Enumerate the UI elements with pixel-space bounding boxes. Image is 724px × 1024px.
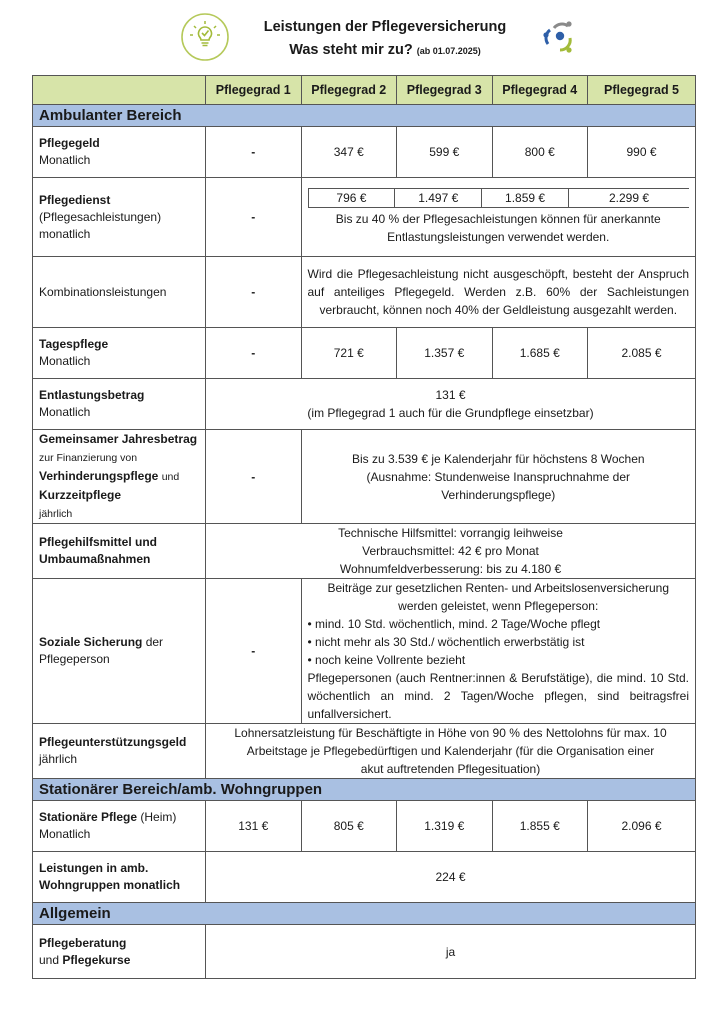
section-title: Ambulanter Bereich bbox=[33, 105, 696, 127]
cell-pg1: - bbox=[206, 328, 302, 379]
table-row-pflegegeld bbox=[33, 127, 696, 178]
cell-pg1: - bbox=[206, 127, 302, 178]
list-item: • mind. 10 Std. wöchentlich, mind. 2 Tage/Woche pflegt bbox=[307, 617, 601, 631]
list-item: • nicht mehr als 30 Std./ wöchentlich erwerbstätig ist bbox=[307, 635, 585, 649]
lightbulb-check-icon bbox=[180, 12, 230, 62]
table-row-pflegehilfsmittel bbox=[33, 524, 696, 579]
cell-pg3: 1.357 € bbox=[397, 328, 493, 379]
cell-pg5: 2.085 € bbox=[588, 328, 696, 379]
cell-pg4: 1.859 € bbox=[482, 189, 569, 208]
row-label: Pflegeunterstützungsgeld jährlich bbox=[33, 724, 206, 779]
section-allgemein bbox=[33, 903, 696, 925]
row-label: Gemeinsamer Jahresbetrag zur Finanzierung von Verhinderungspflege und Kurzzeitpflege jährlich bbox=[33, 430, 206, 524]
table-row-jahresbetrag bbox=[33, 430, 696, 524]
cell-pg2: 347 € bbox=[301, 127, 397, 178]
table-row-tagespflege bbox=[33, 328, 696, 379]
cell-pg2: 721 € bbox=[301, 328, 397, 379]
cell-pg4: 1.685 € bbox=[492, 328, 588, 379]
table-row-kombination bbox=[33, 257, 696, 328]
table-row-soziale-sicherung bbox=[33, 579, 696, 724]
row-label: Pflegehilfsmittel und Umbaumaßnahmen bbox=[33, 524, 206, 579]
row-label: Entlastungsbetrag Monatlich bbox=[33, 379, 206, 430]
cell-pg1: 131 € bbox=[206, 801, 302, 852]
table-row-pflegeberatung bbox=[33, 925, 696, 979]
section-ambulant bbox=[33, 105, 696, 127]
table-row-entlastungsbetrag bbox=[33, 379, 696, 430]
people-circle-logo-icon bbox=[538, 14, 582, 58]
benefits-table bbox=[32, 75, 696, 979]
row-label: Leistungen in amb. Wohngruppen monatlich bbox=[33, 852, 206, 903]
title-line-1: Leistungen der Pflegeversicherung bbox=[263, 19, 507, 35]
cell-pg5: 2.299 € bbox=[569, 189, 690, 208]
soziale-sicherung-text: Beiträge zur gesetzlichen Renten- und Arbeitslosenversicherung werden geleistet, wenn Pflegeperson: • mind. 10 Std. wöchentlich, mind. 2 Tage/Woche pflegt • nicht mehr als 30 Std./ wöchentlich erwerbstätig ist • noch keine Vollrente bezieht Pflegepersonen (auch Rentner:innen & Berufstätige), die mind. 10 Std. wöchentlich an mind. 2 Tagen/Woche pflegen, sind beitragsfrei unfallversichert. bbox=[307, 581, 689, 721]
cell-pg2-5 bbox=[301, 178, 696, 257]
row-label: Soziale Sicherung der Pflegeperson bbox=[33, 579, 206, 724]
pflegedienst-values bbox=[308, 188, 690, 208]
section-stationaer bbox=[33, 779, 696, 801]
cell-pg3: 1.319 € bbox=[397, 801, 493, 852]
cell-pg2-5: Bis zu 3.539 € je Kalenderjahr für höchstens 8 Wochen (Ausnahme: Stundenweise Inanspruchnahme der Verhinderungspflege) bbox=[301, 430, 696, 524]
cell-pg2: 796 € bbox=[308, 189, 395, 208]
cell-all-grades: ja bbox=[206, 925, 696, 979]
row-label: Pflegegeld Monatlich bbox=[33, 127, 206, 178]
column-header-empty bbox=[33, 76, 206, 105]
cell-all-grades: 224 € bbox=[206, 852, 696, 903]
column-header-pflegegrad-3: Pflegegrad 3 bbox=[397, 76, 493, 105]
table-header-row bbox=[33, 76, 696, 105]
row-label: Pflegeberatung und Pflegekurse bbox=[33, 925, 206, 979]
section-title: Allgemein bbox=[33, 903, 696, 925]
list-item: • noch keine Vollrente bezieht bbox=[307, 653, 466, 667]
row-label: Pflegedienst (Pflegesachleistungen) monatlich bbox=[33, 178, 206, 257]
cell-pg3: 599 € bbox=[397, 127, 493, 178]
cell-pg1: - bbox=[206, 178, 302, 257]
cell-pg3: 1.497 € bbox=[395, 189, 482, 208]
row-label: Tagespflege Monatlich bbox=[33, 328, 206, 379]
cell-pg5: 990 € bbox=[588, 127, 696, 178]
cell-pg2-5: Wird die Pflegesachleistung nicht ausgeschöpft, besteht der Anspruch auf anteiliges Pflegegeld. Werden z.B. 60% der Sachleistungen verbraucht, können noch 40% der Geldleistung ausgezahlt werden. bbox=[301, 257, 696, 328]
table-row-pflegedienst bbox=[33, 178, 696, 257]
title-date: (ab 01.07.2025) bbox=[416, 46, 481, 56]
column-header-pflegegrad-5: Pflegegrad 5 bbox=[588, 76, 696, 105]
table-row-stationaere-pflege bbox=[33, 801, 696, 852]
cell-pg2: 805 € bbox=[301, 801, 397, 852]
document-title bbox=[240, 16, 530, 63]
pflegedienst-note: Bis zu 40 % der Pflegesachleistungen können für anerkannte Entlastungsleistungen verwendet werden. bbox=[335, 212, 661, 244]
row-label: Stationäre Pflege (Heim) Monatlich bbox=[33, 801, 206, 852]
section-title: Stationärer Bereich/amb. Wohngruppen bbox=[33, 779, 696, 801]
cell-pg1: - bbox=[206, 430, 302, 524]
table-row-pflegeunterstuetzungsgeld bbox=[33, 724, 696, 779]
cell-pg2-5 bbox=[301, 579, 696, 724]
cell-pg1: - bbox=[206, 579, 302, 724]
row-label: Kombinationsleistungen bbox=[33, 257, 206, 328]
title-line-2: Was steht mir zu? (ab 01.07.2025) bbox=[289, 42, 481, 58]
table-row-wohngruppen bbox=[33, 852, 696, 903]
column-header-pflegegrad-4: Pflegegrad 4 bbox=[492, 76, 588, 105]
cell-all-grades: Lohnersatzleistung für Beschäftigte in Höhe von 90 % des Nettolohns für max. 10 Arbeitstage je Pflegebedürftigen und Kalenderjahr (für die Organisation einer akut auftretenden Pflegesituation) bbox=[206, 724, 696, 779]
cell-pg4: 800 € bbox=[492, 127, 588, 178]
column-header-pflegegrad-1: Pflegegrad 1 bbox=[206, 76, 302, 105]
column-header-pflegegrad-2: Pflegegrad 2 bbox=[301, 76, 397, 105]
cell-pg5: 2.096 € bbox=[588, 801, 696, 852]
cell-all-grades: Technische Hilfsmittel: vorrangig leihweise Verbrauchsmittel: 42 € pro Monat Wohnumfeldverbesserung: bis zu 4.180 € bbox=[206, 524, 696, 579]
document-header bbox=[0, 0, 724, 72]
cell-all-grades: 131 € (im Pflegegrad 1 auch für die Grundpflege einsetzbar) bbox=[206, 379, 696, 430]
cell-pg4: 1.855 € bbox=[492, 801, 588, 852]
cell-pg1: - bbox=[206, 257, 302, 328]
